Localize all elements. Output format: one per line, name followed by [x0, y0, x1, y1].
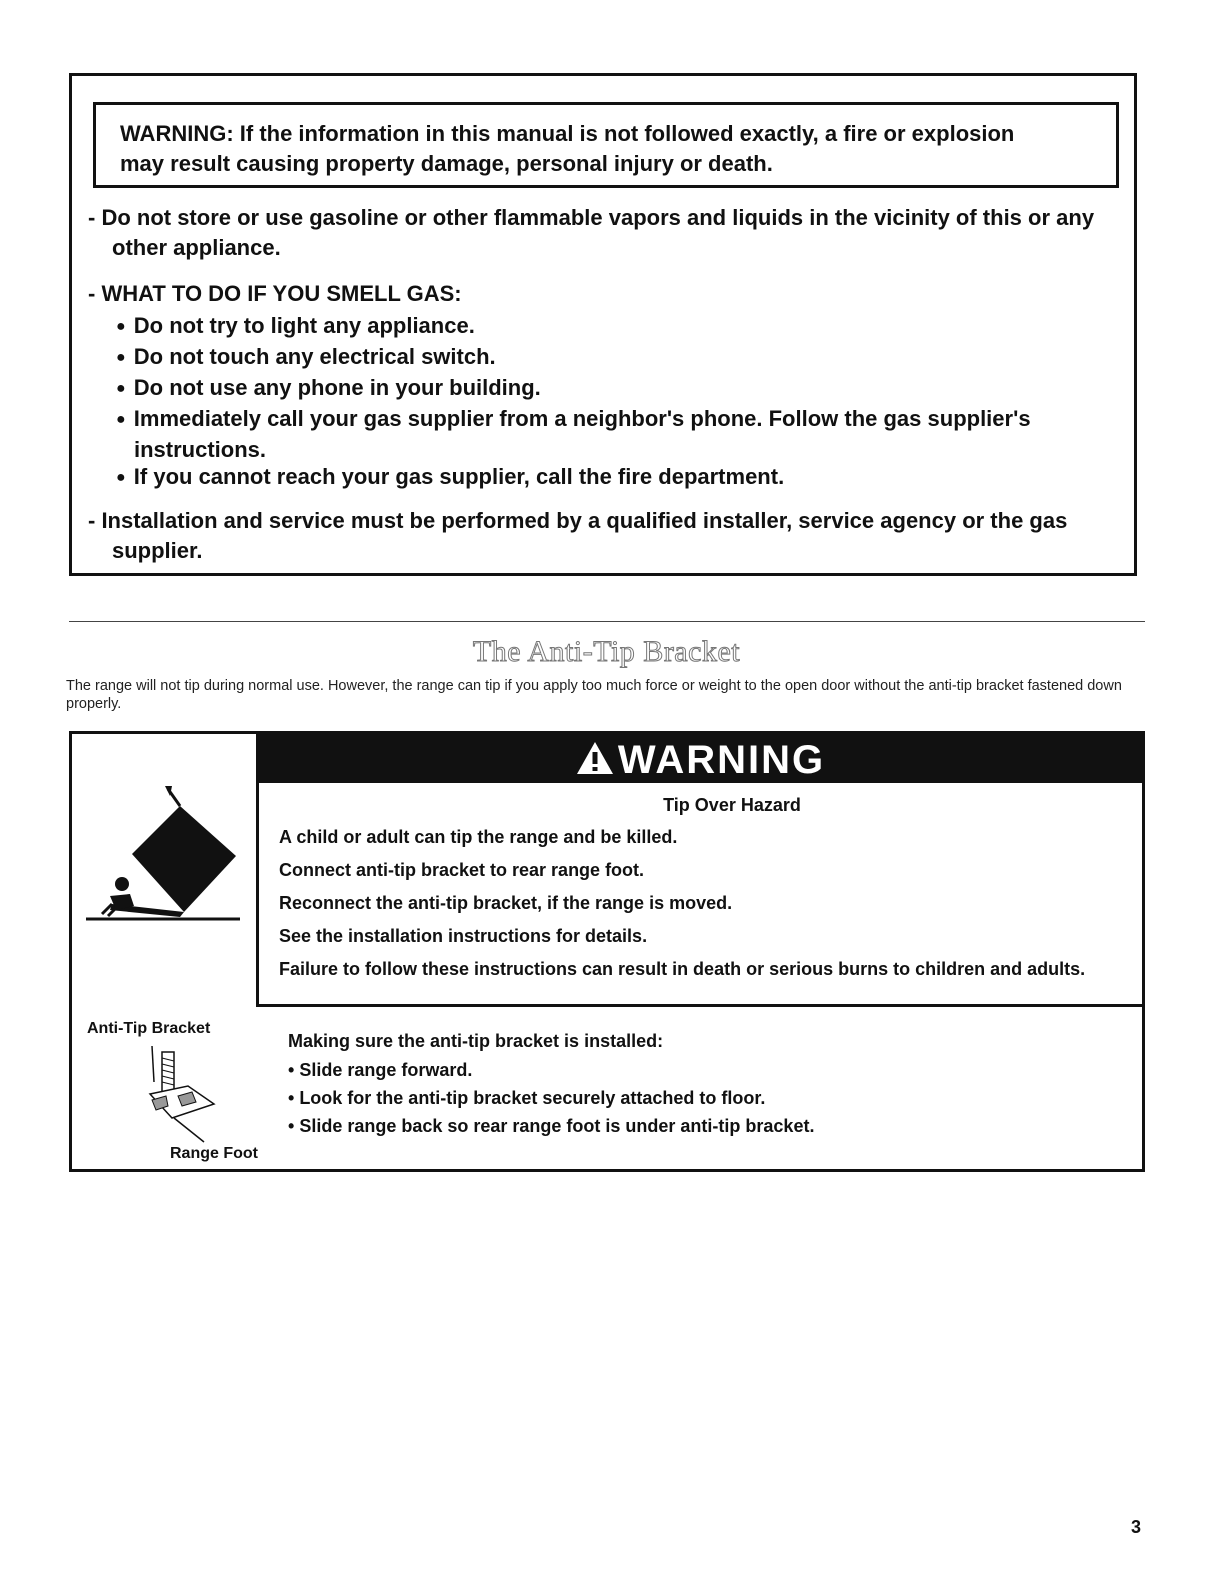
hazard-line: Failure to follow these instructions can result in death or serious burns to children and adults. — [279, 959, 1086, 979]
bracket-check-title: Making sure the anti-tip bracket is installed: — [288, 1031, 664, 1051]
gas-warning-bullet-text: Do not try to light any appliance. — [133, 313, 475, 338]
bullet-dot-icon: ● — [116, 380, 126, 397]
bracket-check-item-text: Slide range back so rear range foot is under anti-tip bracket. — [299, 1116, 815, 1136]
gas-warning-item-smell-gas: - WHAT TO DO IF YOU SMELL GAS: — [88, 281, 462, 306]
range-foot-label: Range Foot — [170, 1145, 258, 1162]
bracket-check-item-text: Slide range forward. — [299, 1060, 473, 1080]
hazard-line: Reconnect the anti-tip bracket, if the range is moved. — [279, 893, 733, 913]
anti-tip-warning-box — [69, 731, 1145, 1172]
gas-warning-bullet — [116, 342, 1134, 373]
bullet-dot-icon: ● — [116, 349, 126, 366]
bracket-check-item: • Look for the anti-tip bracket securely attached to floor. — [288, 1088, 766, 1108]
hazard-line: Connect anti-tip bracket to rear range foot. — [279, 860, 645, 880]
bullet-dot-icon: ● — [116, 469, 126, 486]
gas-warning-bullet-text: Do not use any phone in your building. — [133, 375, 541, 400]
warning-header-bar — [259, 734, 1142, 783]
gas-warning-bullet-text: If you cannot reach your gas supplier, call the fire department. — [133, 464, 785, 489]
gas-warning-item-store: - Do not store or use gasoline or other flammable vapors and liquids in the vicinity of this or any other appliance. — [88, 205, 1095, 260]
gas-warning-bullet — [116, 404, 1134, 465]
gas-warning-header-line-1: WARNING: If the information in this manual is not followed exactly, a fire or explosion — [120, 121, 1015, 146]
bullet-dot-icon: ● — [116, 318, 126, 335]
hazard-title: Tip Over Hazard — [663, 795, 801, 815]
tip-over-illustration-panel — [72, 734, 259, 1007]
hazard-line: See the installation instructions for details. — [279, 926, 648, 946]
gas-warning-bullet-text: Do not touch any electrical switch. — [133, 344, 496, 369]
page-number: 3 — [1131, 1517, 1142, 1537]
gas-warning-header-line-2: may result causing property damage, personal injury or death. — [120, 151, 773, 176]
tip-over-hazard-illustration — [72, 734, 256, 1004]
bracket-check-item-text: Look for the anti-tip bracket securely attached to floor. — [299, 1088, 766, 1108]
bracket-check-item: • Slide range back so rear range foot is under anti-tip bracket. — [288, 1116, 815, 1136]
gas-safety-warning-box — [69, 73, 1137, 576]
section-title: The Anti-Tip Bracket — [472, 635, 741, 668]
gas-warning-bullet — [116, 311, 1134, 342]
gas-warning-bullet — [116, 462, 1134, 493]
warning-bottom-rule — [259, 1004, 1142, 1007]
anti-tip-bracket-label: Anti-Tip Bracket — [87, 1020, 211, 1037]
anti-tip-bracket-illustration — [132, 1042, 222, 1148]
section-intro-paragraph: The range will not tip during normal use. However, the range can tip if you apply too much force or weight to the open door without the anti-tip bracket fastened down properly. — [66, 678, 1122, 712]
bracket-check-item: • Slide range forward. — [288, 1060, 473, 1080]
hazard-line: A child or adult can tip the range and be killed. — [279, 827, 678, 847]
gas-warning-header-box — [93, 102, 1119, 188]
bullet-dot-icon: ● — [116, 411, 126, 428]
gas-warning-bullet-text: Immediately call your gas supplier from a neighbor's phone. Follow the gas supplier's instructions. — [133, 406, 1031, 462]
warning-triangle-icon — [576, 741, 614, 775]
warning-header-text: WARNING — [617, 738, 826, 782]
gas-warning-item-installation: - Installation and service must be performed by a qualified installer, service agency or the gas supplier. — [88, 508, 1068, 563]
gas-warning-bullet — [116, 373, 1134, 404]
section-divider — [69, 621, 1145, 622]
